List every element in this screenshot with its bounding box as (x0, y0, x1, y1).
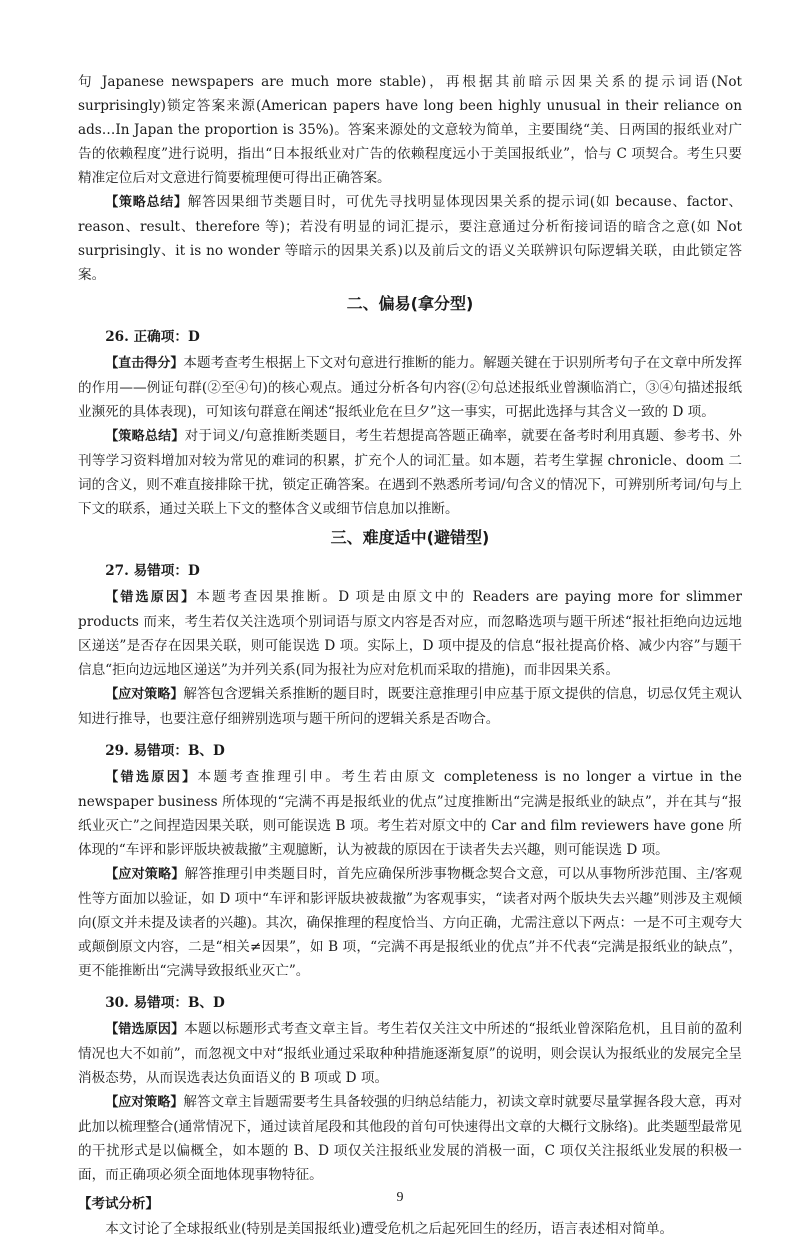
error-reason-tag: 【错选原因】 (105, 1022, 185, 1037)
error-reason-tag: 【错选原因】 (105, 590, 197, 605)
question-label: 27. 易错项：D (105, 563, 200, 579)
paragraph: 【策略总结】解答因果细节类题目时，可优先寻找明显体现因果关系的提示词(如 because、factor、reason、result、therefore 等)；若没有明显的词汇提示，要注意通过分析衔接词语的暗含之意(如 Not surprisingly、it is no wonder 等暗示的因果关系)以及前后文的语义关联辨识句际逻辑关联，由此锁定答案。 (78, 194, 742, 283)
paragraph: 【应对策略】解答推理引申类题目时，首先应确保所涉事物概念契合文意，可以从事物所涉范围、主/客观性等方面加以验证，如 D 项中“车评和影评版块被裁撤”为客观事实，“读者对两个版块失去兴趣”则涉及主观倾向(原文并未提及读者的兴趣)。其次，确保推理的程度恰当、方向正确，尤需注意以下两点：一是不可主观夸大或颠倒原文内容，二是“相关≠因果”，如 B 项，“完满不再是报纸业的优点”并不代表“完满是报纸业的缺点”，更不能推断出“完满导致报纸业灭亡”。 (78, 866, 742, 979)
paragraph: 【错选原因】本题考查因果推断。D 项是由原文中的 Readers are paying more for slimmer products 而来，考生若仅关注选项个别词语与原文内容是否对应，而忽略选项与题干所述“报社拒绝向边远地区递送”是否存在因果关联，则可能误选 D 项。实际上，D 项中提及的信息“报社提高价格、减少内容”与题干信息“拒向边远地区递送”为并列关系(同为报社为应对危机而采取的措施)，而非因果关系。 (78, 589, 742, 678)
page-content (78, 70, 742, 1241)
strategy-tag: 【应对策略】 (105, 867, 185, 882)
strategy-tag: 【应对策略】 (105, 1095, 184, 1110)
paragraph: 【直击得分】本题考查考生根据上下文对句意进行推断的能力。解题关键在于识别所考句子在文章中所发挥的作用——例证句群(②至④句)的核心观点。通过分析各句内容(②句总述报纸业曾濒临消亡，③④句描述报纸业濒死的具体表现)，可知该句群意在阐述“报纸业危在旦夕”这一事实，可据此选择与其含义一致的 D 项。 (78, 355, 742, 420)
paragraph: 【应对策略】解答包含逻辑关系推断的题目时，既要注意推理引申应基于原文提供的信息，切忌仅凭主观认知进行推导，也要注意仔细辨别选项与题干所问的逻辑关系是否吻合。 (78, 686, 742, 727)
strategy-tag: 【应对策略】 (105, 687, 184, 702)
section-heading: 三、难度适中(避错型) (330, 528, 490, 547)
paragraph: 句 Japanese newspapers are much more stable)，再根据其前暗示因果关系的提示词语(Not surprisingly)锁定答案来源(American papers have long been highly unusual in their reliance on ads…In Japan the proportion is 35%)。答案来源处的文意较为简单，主要围绕“美、日两国的报纸业对广告的依赖程度”进行说明，指出“日本报纸业对广告的依赖程度远小于美国报纸业”，恰与 C 项契合。考生只要精准定位后对文意进行简要梳理便可得出正确答案。 (78, 74, 742, 186)
paragraph: 【错选原因】本题考查推理引申。考生若由原文 completeness is no longer a virtue in the newspaper business 所体现的“完满不再是报纸业的优点”过度推断出“完满是报纸业的缺点”，并在其与“报纸业灭亡”之间捏造因果关联，则可能误选 B 项。考生若对原文中的 Car and film reviewers have gone 所体现的“车评和影评版块被裁撤”主观臆断，认为被裁的原因在于读者失去兴趣，则可能误选 D 项。 (78, 769, 742, 858)
page-number: 9 (396, 1190, 404, 1205)
exam-analysis-text: 本文讨论了全球报纸业(特别是美国报纸业)遭受危机之后起死回生的经历，语言表述相对简单。 (105, 1221, 674, 1237)
paragraph: 【应对策略】解答文章主旨题需要考生具备较强的归纳总结能力，初读文章时就要尽量掌握各段大意，再对此加以梳理整合(通常情况下，通过读首尾段和其他段的首句可快速得出文章的大概行文脉络)。此类题型最常见的干扰形式是以偏概全，如本题的 B、D 项仅关注报纸业发展的消极一面，C 项仅关注报纸业发展的积极一面，而正确项必须全面地体现事物特征。 (78, 1094, 742, 1183)
question-label: 30. 易错项：B、D (105, 995, 225, 1011)
question-label: 26. 正确项：D (105, 329, 200, 345)
strategy-tag: 【策略总结】 (105, 195, 188, 210)
error-reason-tag: 【错选原因】 (105, 770, 198, 785)
analysis-tag: 【直击得分】 (105, 356, 184, 371)
exam-analysis-heading: 【考试分析】 (78, 1196, 159, 1212)
paragraph: 【错选原因】本题以标题形式考查文章主旨。考生若仅关注文中所述的“报纸业曾深陷危机，且目前的盈利情况也大不如前”，而忽视文中对“报纸业通过采取种种措施逐渐复原”的说明，则会误认为报纸业的发展完全呈消极态势，从而误选表达负面语义的 B 项或 D 项。 (78, 1021, 742, 1086)
paragraph: 【策略总结】对于词义/句意推断类题目，考生若想提高答题正确率，就要在备考时利用真题、参考书、外刊等学习资料增加对较为常见的难词的积累，扩充个人的词汇量。如本题，若考生掌握 chronicle、doom 二词的含义，则不难直接排除干扰，锁定正确答案。在遇到不熟悉所考词/句含义的情况下，可辨别所考词/句与上下文的联系，通过关联上下文的整体含义或细节信息加以推断。 (78, 428, 742, 517)
section-heading: 二、偏易(拿分型) (346, 294, 474, 313)
question-label: 29. 易错项：B、D (105, 743, 225, 759)
strategy-tag: 【策略总结】 (105, 429, 185, 444)
